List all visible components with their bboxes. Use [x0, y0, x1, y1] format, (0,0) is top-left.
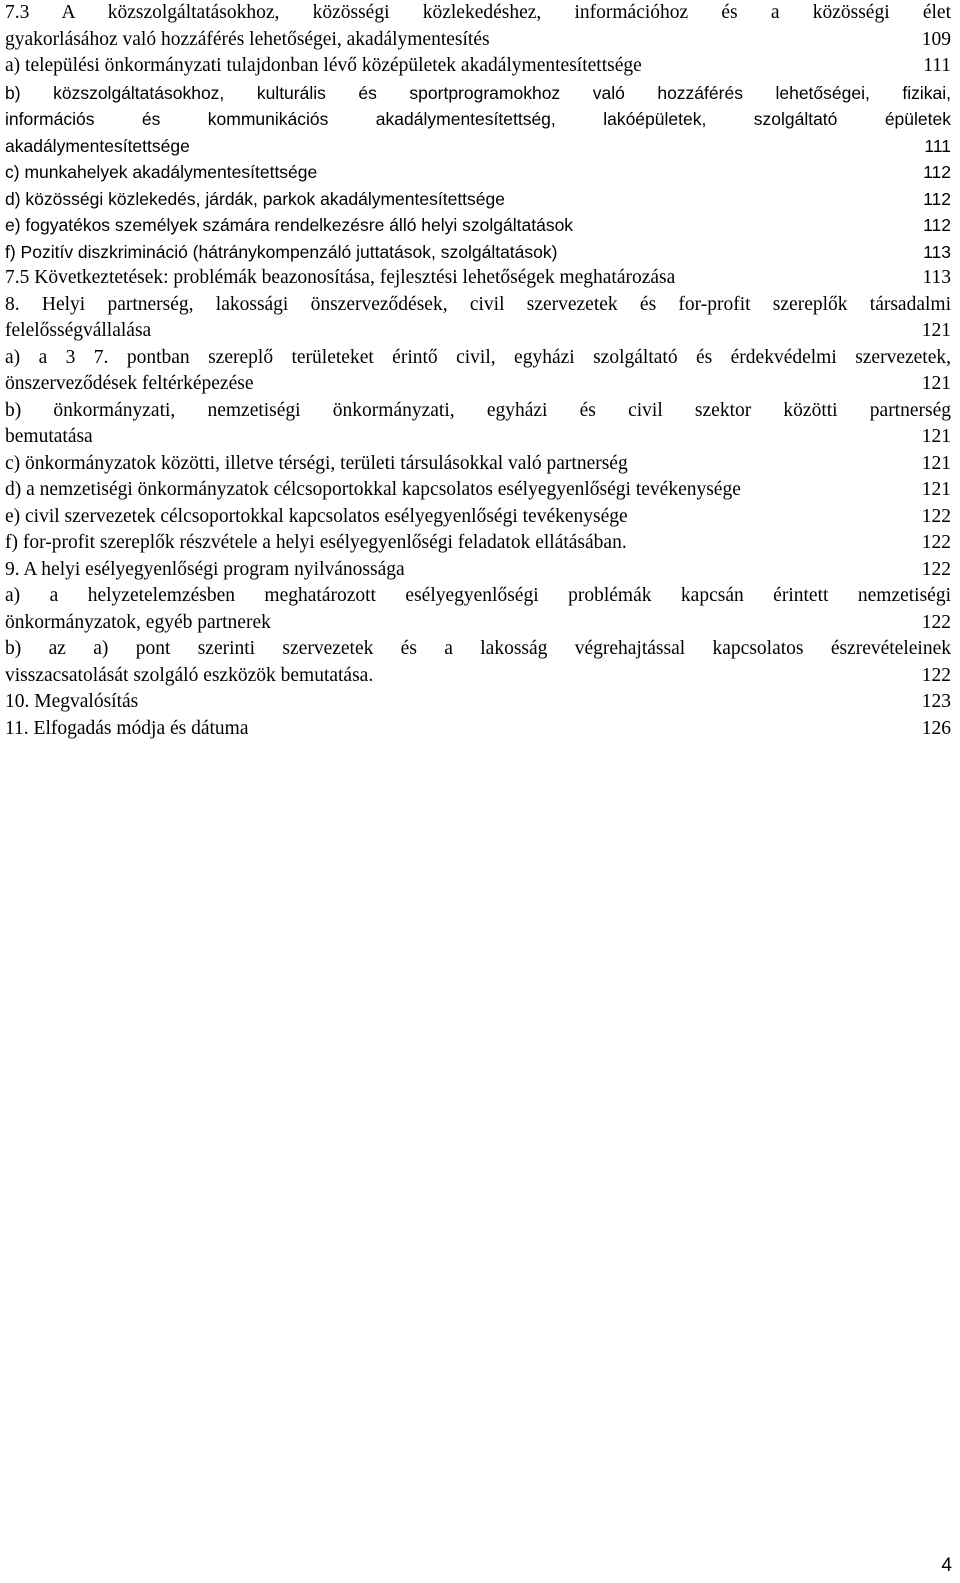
table-of-contents	[5, 0, 951, 742]
toc-entry-last-line	[5, 504, 951, 531]
toc-entry-last-line	[5, 371, 951, 398]
toc-entry	[5, 0, 951, 53]
toc-entry-title: 9. A helyi esélyegyenlőségi program nyilvánossága	[5, 558, 405, 580]
toc-entry-title: 10. Megvalósítás	[5, 691, 139, 712]
toc-entry	[5, 636, 951, 689]
toc-entry-page: 121	[921, 426, 951, 447]
toc-entry-title: 7.5 Következtetések: problémák beazonosítása, fejlesztési lehetőségek meghatározása	[5, 267, 676, 288]
toc-entry-last-line	[5, 663, 951, 690]
toc-entry-page: 121	[921, 452, 951, 474]
toc-entry-page: 112	[923, 188, 951, 209]
toc-entry	[5, 451, 951, 478]
toc-entry-last-line	[5, 53, 951, 80]
toc-entry-line: b) az a) pont szerinti szervezetek és a lakosság végrehajtással kapcsolatos észrevételeinek	[5, 638, 951, 659]
toc-entry-title: e) fogyatékos személyek számára rendelkezésre álló helyi szolgáltatások	[5, 215, 574, 235]
toc-entry	[5, 398, 951, 451]
toc-entry-last-line	[5, 239, 951, 266]
toc-entry-last-line	[5, 265, 951, 292]
toc-entry-title: c) önkormányzatok közötti, illetve térségi, területi társulásokkal való partnerség	[5, 452, 628, 474]
toc-entry	[5, 689, 951, 716]
toc-entry-last-line	[5, 318, 951, 345]
toc-entry-title: f) Pozitív diszkrimináció (hátránykompenzáló juttatások, szolgáltatások)	[5, 241, 558, 262]
toc-entry-last-line	[5, 610, 951, 637]
toc-entry	[5, 159, 951, 186]
toc-entry	[5, 239, 951, 266]
toc-entry-page: 122	[921, 664, 951, 686]
toc-entry-page: 122	[921, 558, 951, 580]
toc-entry-last-line	[5, 557, 951, 584]
toc-entry-last-line	[5, 451, 951, 478]
toc-entry-line: b) önkormányzati, nemzetiségi önkormányzati, egyházi és civil szektor közötti partnerség	[5, 399, 951, 421]
toc-entry-title: d) közösségi közlekedés, járdák, parkok akadálymentesítettsége	[5, 188, 505, 209]
toc-entry-title: akadálymentesítettsége	[5, 135, 190, 156]
toc-entry-page: 113	[922, 267, 951, 288]
toc-entry-last-line	[5, 477, 951, 504]
toc-entry	[5, 557, 951, 584]
toc-entry-last-line	[5, 159, 951, 186]
toc-entry-page: 122	[921, 505, 951, 527]
toc-entry-title: c) munkahelyek akadálymentesítettsége	[5, 162, 318, 182]
toc-entry-last-line	[5, 27, 951, 54]
toc-entry-title: a) települési önkormányzati tulajdonban lévő középületek akadálymentesítettsége	[5, 55, 642, 76]
toc-entry-page: 121	[921, 479, 951, 500]
page-number: 4	[941, 1555, 952, 1576]
toc-entry	[5, 186, 951, 213]
toc-entry-title: f) for-profit szereplők részvétele a helyi esélyegyenlőségi feladatok ellátásában.	[5, 532, 627, 553]
toc-entry-line: 7.3 A közszolgáltatásokhoz, közösségi közlekedéshez, információhoz és a közösségi élet	[5, 2, 951, 23]
toc-entry-line: a) a helyzetelemzésben meghatározott esélyegyenlőségi problémák kapcsán érintett nemzetiségi	[5, 585, 951, 606]
toc-entry-title: d) a nemzetiségi önkormányzatok célcsoportokkal kapcsolatos esélyegyenlőségi tevékenysége	[5, 479, 741, 500]
toc-entry	[5, 212, 951, 239]
toc-entry-title: önkormányzatok, egyéb partnerek	[5, 611, 271, 633]
toc-entry	[5, 80, 951, 160]
toc-entry	[5, 716, 951, 743]
toc-entry	[5, 53, 951, 80]
toc-entry-title: önszerveződések feltérképezése	[5, 373, 254, 394]
toc-entry-page: 111	[924, 135, 951, 156]
toc-entry	[5, 345, 951, 398]
toc-entry-last-line	[5, 133, 951, 160]
toc-entry-last-line	[5, 424, 951, 451]
toc-entry-page: 111	[923, 55, 951, 76]
toc-entry-page: 113	[923, 241, 951, 262]
toc-entry	[5, 530, 951, 557]
toc-entry-page: 112	[923, 215, 951, 235]
toc-entry-page: 123	[921, 691, 951, 712]
toc-entry	[5, 504, 951, 531]
toc-entry	[5, 477, 951, 504]
toc-entry-title: 11. Elfogadás módja és dátuma	[5, 717, 249, 739]
toc-entry	[5, 265, 951, 292]
toc-entry-last-line	[5, 530, 951, 557]
toc-entry-line: információs és kommunikációs akadálymentesítettség, lakóépületek, szolgáltató épületek	[5, 109, 951, 129]
toc-entry	[5, 583, 951, 636]
toc-entry-last-line	[5, 716, 951, 743]
toc-entry-title: gyakorlásához való hozzáférés lehetőségei, akadálymentesítés	[5, 28, 490, 50]
toc-entry-page: 122	[921, 532, 951, 553]
toc-entry-page: 121	[921, 320, 951, 341]
toc-entry-last-line	[5, 212, 951, 239]
toc-entry-title: visszacsatolását szolgáló eszközök bemutatása.	[5, 664, 374, 686]
toc-entry-page: 109	[921, 28, 951, 50]
toc-entry-last-line	[5, 689, 951, 716]
toc-entry-line: 8. Helyi partnerség, lakossági önszerveződések, civil szervezetek és for-profit szereplők társadalmi	[5, 293, 951, 315]
toc-entry	[5, 292, 951, 345]
toc-entry-page: 122	[921, 611, 951, 633]
toc-entry-page: 126	[921, 717, 951, 739]
toc-entry-title: felelősségvállalása	[5, 320, 152, 341]
toc-entry-line: b) közszolgáltatásokhoz, kulturális és sportprogramokhoz való hozzáférés lehetőségei, fizikai,	[5, 82, 951, 103]
toc-entry-last-line	[5, 186, 951, 213]
toc-entry-title: bemutatása	[5, 426, 93, 447]
toc-entry-line: a) a 3 7. pontban szereplő területeket érintő civil, egyházi szolgáltató és érdekvédelmi szervezetek,	[5, 346, 951, 368]
toc-entry-title: e) civil szervezetek célcsoportokkal kapcsolatos esélyegyenlőségi tevékenysége	[5, 505, 628, 527]
toc-entry-page: 121	[921, 373, 951, 394]
toc-entry-page: 112	[923, 162, 951, 182]
